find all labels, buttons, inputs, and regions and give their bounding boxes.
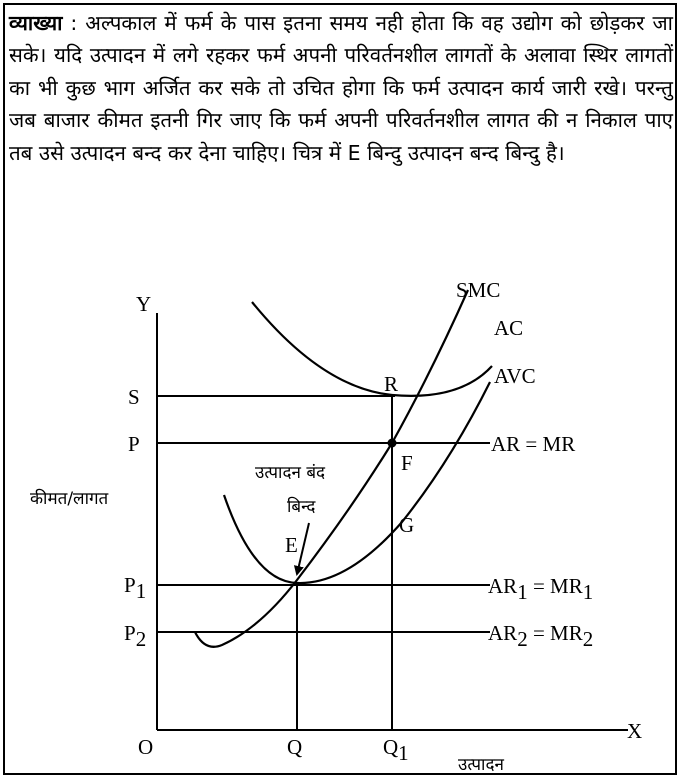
price-label-p2: P2 xyxy=(124,621,147,651)
shutdown-label-line2: बिन्द xyxy=(287,497,316,517)
explanation-body: अल्पकाल में फर्म के पास इतना समय नही होता कि वह उद्योग को छोड़कर जा सके। यदि उत्पादन में लगे रहकर फर्म अपनी परिवर्तनशील लागतों के अलावा स्थिर लागतों का भी कुछ भाग अर्जित कर सके तो उचित होगा कि फर्म उत्पादन कार्य जारी रखे। परन्तु जब बाजार कीमत इतनी गिर जाए कि फर्म अपनी परिवर्तनशील लागत की न निकाल पाए तब उसे उत्पादन बन्द कर देना चाहिए। चित्र में E बिन्दु उत्पादन बन्द बिन्दु है। xyxy=(9,11,673,165)
y-axis-letter: Y xyxy=(136,292,152,316)
curve-label-smc: SMC xyxy=(456,278,501,302)
quantity-label-q1: Q1 xyxy=(383,735,409,765)
point-label-f: F xyxy=(401,451,413,475)
point-label-e: E xyxy=(285,533,298,557)
curve-label-ac: AC xyxy=(494,316,524,340)
intersection-dot-f xyxy=(388,439,397,448)
price-label-p1: P1 xyxy=(124,573,147,603)
smc-curve xyxy=(195,290,468,647)
shutdown-label-line1: उत्पादन बंद xyxy=(255,463,326,483)
x-axis-letter: X xyxy=(627,719,643,743)
explanation-lead: व्याख्या xyxy=(9,11,63,35)
revenue-label-ar-mr: AR = MR xyxy=(491,432,576,456)
price-label-s: S xyxy=(128,385,140,409)
origin-label: O xyxy=(138,735,154,759)
revenue-label-ar1-mr1: AR1 = MR1 xyxy=(488,574,594,604)
revenue-label-ar2-mr2: AR2 = MR2 xyxy=(488,621,594,651)
point-label-g: G xyxy=(399,513,415,537)
quantity-label-q: Q xyxy=(287,735,303,759)
x-axis-title: उत्पादन xyxy=(458,755,504,775)
curve-label-avc: AVC xyxy=(494,364,536,388)
point-label-r: R xyxy=(384,372,399,396)
y-axis-title: कीमत/लागत xyxy=(30,489,109,509)
price-label-p: P xyxy=(128,432,140,456)
explanation-separator: : xyxy=(62,11,86,35)
